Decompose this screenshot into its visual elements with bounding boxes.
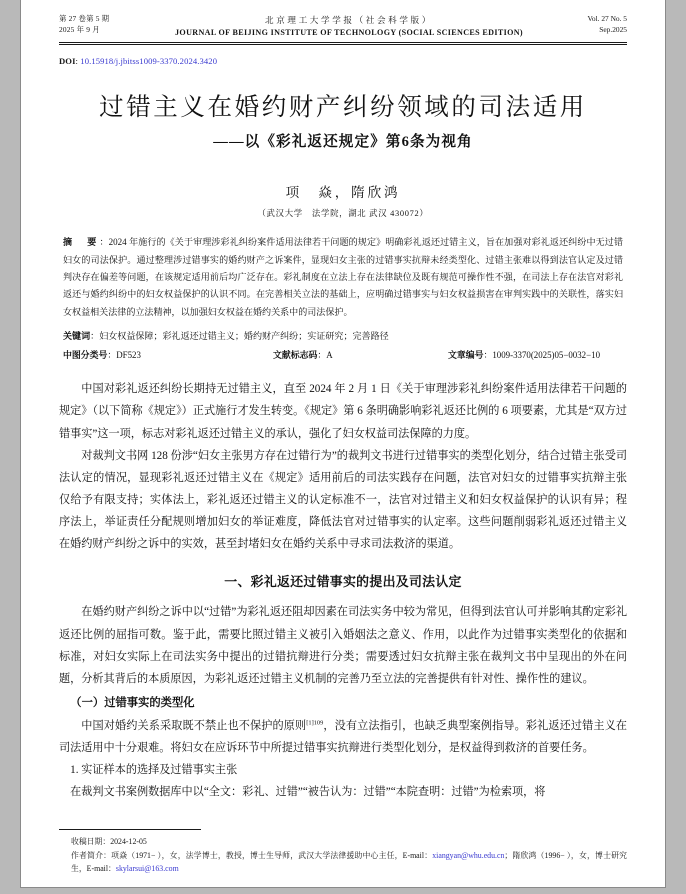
keywords-block <box>59 328 627 345</box>
author-bio-label: 作者简介 <box>71 850 104 860</box>
body-paragraph-1: 中国对彩礼返还纠纷长期持无过错主义，直至 2024 年 2 月 1 日《关于审理涉彩礼纠纷案件适用法律若干问题的规定》（以下简称《规定》）正式施行才发生转变。《规定》第 6 条明确影响彩礼返还比例的 6 项要素，尤其是“双方过错事实”这一项，标志对彩礼返还过错主义的承认，强化了妇女权益司法保障的力度。 <box>59 383 627 440</box>
date-cn: 2025 年 9 月 <box>59 24 100 34</box>
running-head <box>59 14 627 39</box>
author-bio-part-2: ；隋欣鸿（1996− ），女，博士研究生，E-mail： <box>71 850 627 873</box>
keywords-label: 关键词 <box>63 330 91 341</box>
body-paragraph-4 <box>59 715 627 759</box>
running-head-right <box>543 14 627 35</box>
received-date <box>59 835 627 848</box>
volume-issue-en: Vol. 27 No. 5 <box>587 14 627 23</box>
item-heading-1: 1. 实证样本的选择及过错事实主张 <box>70 763 238 776</box>
body-paragraph-3: 在婚约财产纠纷之诉中以“过错”为彩礼返还阻却因素在司法实务中较为常见，但得到法官认可并影响其酌定彩礼返还比例的屈指可数。鉴于此，需要比照过错主义被引入婚姻法之意义、作用，以此作为过错事实类型化的依据和标准，对妇女实际上在司法实务中提出的过错抗辩进行分类；需要透过妇女抗辩主张在裁判文书中呈现出的外在问题，分析其背后的本质原因，为彩礼返还过错主义机制的完善乃至立法的完善提供有针对性、操作性的建议。 <box>59 606 627 685</box>
received-date-label: 收稿日期 <box>71 837 103 847</box>
doi-label: DOI <box>59 56 76 67</box>
author-email-1[interactable]: xiangyan@whu.edu.cn <box>432 850 505 860</box>
doi-row <box>59 56 627 66</box>
footnote-rule <box>59 829 201 830</box>
document-type-label: 文献标志码 <box>273 350 318 361</box>
volume-issue-cn: 第 27 卷第 5 期 <box>59 14 110 23</box>
body-paragraph-5: 在裁判文书案例数据库中以“全文：彩礼、过错”“被告认为：过错”“本院查明：过错”为检索项，将 <box>70 786 546 799</box>
journal-title-cn: 北京理工大学学报（社会科学版） <box>265 15 433 25</box>
body-paragraph-4-before: 中国对婚约关系采取既不禁止也不保护的原则 <box>81 719 307 732</box>
clc-value: ：DF523 <box>107 350 141 361</box>
citation-marker[interactable]: [1]109 <box>306 718 324 726</box>
keywords-text: 妇女权益保障；彩礼返还过错主义；婚约财产纠纷；实证研究；完善路径 <box>99 330 389 341</box>
journal-title-en: JOURNAL OF BEIJING INSTITUTE OF TECHNOLOGY (SOCIAL SCIENCES EDITION) <box>175 28 523 38</box>
date-en: Sep.2025 <box>599 24 627 34</box>
author-email-2[interactable]: skylarsui@163.com <box>115 863 179 873</box>
article-number-label: 文章编号 <box>448 350 484 361</box>
page-title: 过错主义在婚约财产纠纷领域的司法适用 <box>99 94 587 122</box>
doi-separator: : <box>75 56 81 67</box>
abstract-separator: ： <box>99 237 109 248</box>
page-subtitle: ——以《彩礼返还规定》第6条为视角 <box>213 134 473 151</box>
document-type-code <box>273 348 448 361</box>
body-paragraph-2: 对裁判文书网 128 份涉“妇女主张男方存在过错行为”的裁判文书进行过错事实的类型化划分，结合过错主张受司法认定的情况，显现彩礼返还过错主义在《规定》适用前后的司法实践存在问题，法官对妇女的过错事实抗辩主张仅给予有限支持；实体法上，彩礼返还过错主义的认定标准不一，法官对过错主义和妇女权益保护的认识有异；程序法上，举证责任分配规则增加妇女的举证难度，降低法官对过错事实的认定率。这些问题削弱彩礼返还过错主义在婚约财产纠纷之诉中的实效，甚至封堵妇女在婚约关系中寻求司法救济的渠道。 <box>59 449 627 551</box>
subsection-heading-1: （一）过错事实的类型化 <box>70 697 195 710</box>
running-head-center <box>155 14 543 39</box>
title-block <box>59 88 627 151</box>
received-date-value: ：2024-12-05 <box>102 837 147 847</box>
abstract-text: 2024 年施行的《关于审理涉彩礼纠纷案件适用法律若干问题的规定》明确彩礼返还过错主义，旨在加强对彩礼返还纠纷中无过错妇女的司法保护。通过整理涉过错事实的婚约财产之诉案件，显现妇女主张的过错事实抗辩未经类型化、过错主张难以得到法官认定及过错判决存在偏差等问题，在该规定适用前后均广泛存在。彩礼制度在立法上存在法律缺位及既有规范可操作性不强，在司法上存在法官对彩礼返还与婚约纠纷中的妇女权益保护的认识不同。在完善相关立法的基础上，应明确过错事实与妇女权益损害在审判实践中的关联性，落实妇女权益相关法律的立法精神，以加强妇女权益在婚约关系中的司法保护。 <box>63 237 624 317</box>
classification-codes <box>59 348 627 361</box>
body-paragraph-4-after: ，没有立法指引，也缺乏典型案例指导。彩礼返还过错主义在司法适用中十分艰难。将妇女在应诉环节中所提过错事实抗辩进行类型化划分，是权益得到救济的首要任务。 <box>59 719 628 754</box>
running-head-left <box>59 14 155 35</box>
keywords-separator: ： <box>90 330 100 341</box>
journal-page <box>20 0 666 888</box>
article-number <box>448 348 623 361</box>
section-heading-1: 一、彩礼返还过错事实的提出及司法认定 <box>224 574 462 589</box>
author-bio <box>59 849 627 875</box>
document-type-value: ：A <box>317 350 333 361</box>
header-double-rule <box>59 42 627 45</box>
abstract-block <box>59 234 627 321</box>
author-affiliation: （武汉大学 法学院，湖北 武汉 430072） <box>257 209 429 219</box>
author-bio-part-1: ：项焱（1971− ），女，法学博士，教授，博士生导师，武汉大学法律援助中心主任，E-mail： <box>103 850 433 860</box>
clc-label: 中图分类号 <box>63 350 108 361</box>
footnote-block <box>59 829 627 875</box>
article-number-value: ：1009-3370(2025)05−0032−10 <box>483 350 601 361</box>
author-names: 项 焱，隋欣鸿 <box>285 185 401 201</box>
abstract-label: 摘 要 <box>63 237 100 248</box>
clc-code <box>63 348 273 361</box>
article-body <box>59 378 627 803</box>
doi-link[interactable]: 10.15918/j.jbitss1009-3370.2024.3420 <box>80 56 218 67</box>
